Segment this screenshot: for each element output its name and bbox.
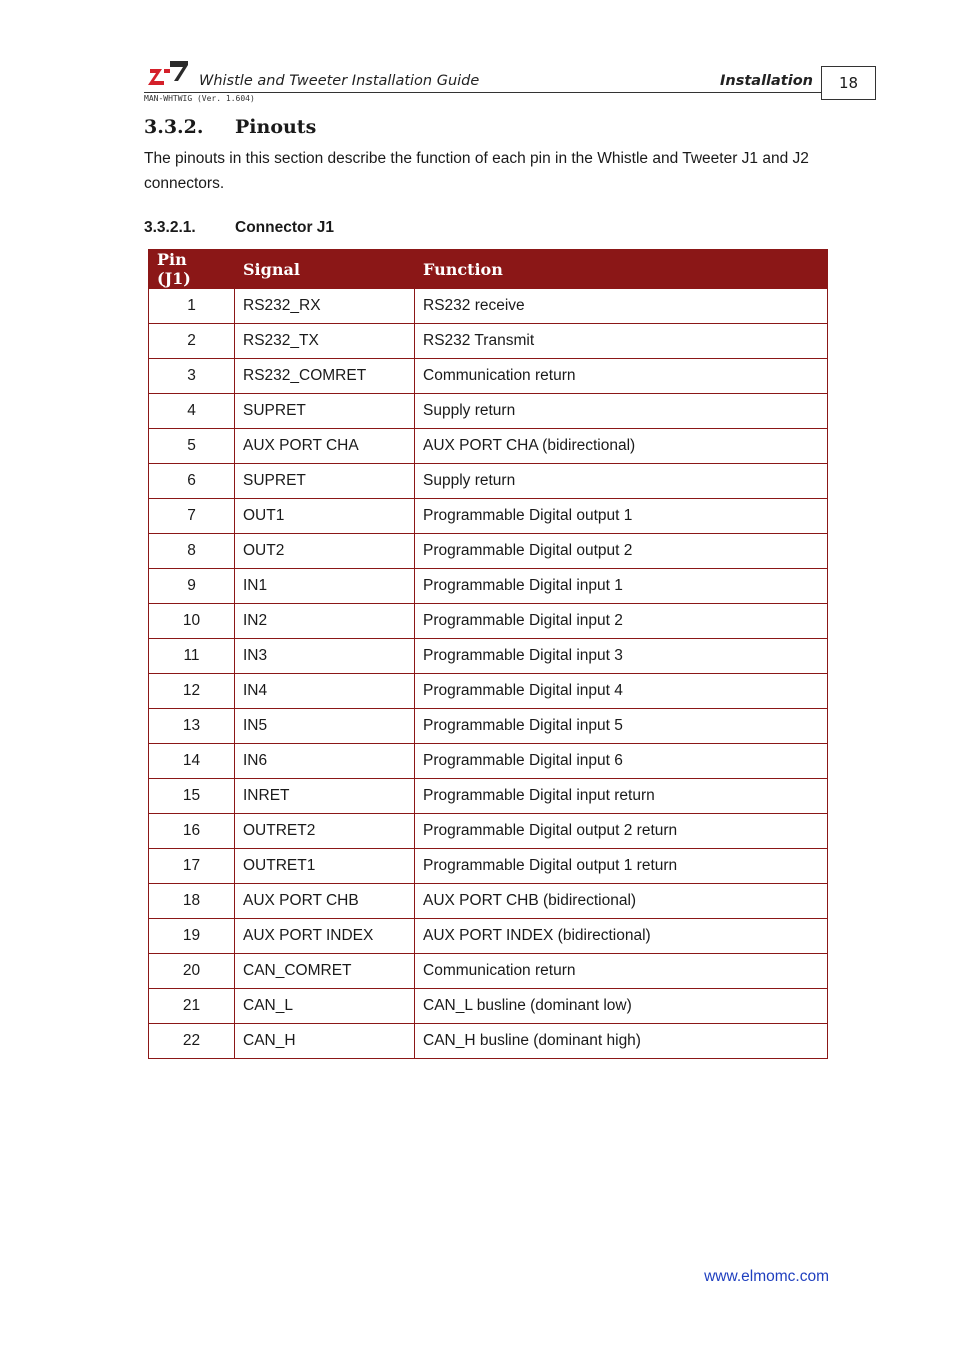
- table-row: [149, 429, 828, 464]
- table-row: [149, 534, 828, 569]
- table-row: [149, 849, 828, 884]
- header-section-name: Installation: [720, 73, 813, 89]
- pin-number-cell: 13: [149, 709, 235, 744]
- pin-number-cell: 21: [149, 989, 235, 1024]
- signal-cell: AUX PORT CHB: [235, 884, 415, 919]
- column-header-signal: Signal: [235, 250, 415, 289]
- function-cell: CAN_L busline (dominant low): [415, 989, 828, 1024]
- table-row: [149, 744, 828, 779]
- signal-cell: OUTRET2: [235, 814, 415, 849]
- pin-number-cell: 1: [149, 289, 235, 324]
- section-number: 3.3.2.: [144, 116, 204, 138]
- function-cell: Communication return: [415, 954, 828, 989]
- signal-cell: SUPRET: [235, 464, 415, 499]
- table-row: [149, 464, 828, 499]
- table-row: [149, 289, 828, 324]
- signal-cell: OUT1: [235, 499, 415, 534]
- signal-cell: INRET: [235, 779, 415, 814]
- pin-number-cell: 12: [149, 674, 235, 709]
- table-row: [149, 324, 828, 359]
- table-header-row: [149, 250, 828, 289]
- table-row: [149, 394, 828, 429]
- header-divider: [144, 92, 821, 93]
- function-cell: Supply return: [415, 464, 828, 499]
- table-row: [149, 604, 828, 639]
- signal-cell: RS232_RX: [235, 289, 415, 324]
- function-cell: Programmable Digital input 6: [415, 744, 828, 779]
- pin-number-cell: 2: [149, 324, 235, 359]
- pin-number-cell: 22: [149, 1024, 235, 1059]
- signal-cell: IN5: [235, 709, 415, 744]
- signal-cell: CAN_H: [235, 1024, 415, 1059]
- signal-cell: IN6: [235, 744, 415, 779]
- subsection-number: 3.3.2.1.: [144, 219, 196, 236]
- signal-cell: CAN_L: [235, 989, 415, 1024]
- function-cell: Communication return: [415, 359, 828, 394]
- pin-number-cell: 10: [149, 604, 235, 639]
- signal-cell: SUPRET: [235, 394, 415, 429]
- pin-number-cell: 5: [149, 429, 235, 464]
- table-row: [149, 919, 828, 954]
- function-cell: Programmable Digital output 2: [415, 534, 828, 569]
- function-cell: Programmable Digital input 2: [415, 604, 828, 639]
- signal-cell: IN3: [235, 639, 415, 674]
- function-cell: Programmable Digital input 4: [415, 674, 828, 709]
- table-row: [149, 814, 828, 849]
- signal-cell: RS232_TX: [235, 324, 415, 359]
- pin-number-cell: 9: [149, 569, 235, 604]
- function-cell: Programmable Digital input 5: [415, 709, 828, 744]
- function-cell: Programmable Digital input return: [415, 779, 828, 814]
- elmo-logo: [148, 59, 190, 87]
- signal-cell: IN4: [235, 674, 415, 709]
- signal-cell: OUT2: [235, 534, 415, 569]
- table-row: [149, 709, 828, 744]
- intro-paragraph: The pinouts in this section describe the function of each pin in the Whistle and Tweeter J1 and J2 connectors.: [144, 150, 809, 192]
- subsection-title: Connector J1: [235, 219, 335, 236]
- connector-j1-pinout-table: [148, 249, 828, 1059]
- page-number: 18: [821, 66, 876, 100]
- subsection-heading: [144, 219, 334, 237]
- pin-number-cell: 19: [149, 919, 235, 954]
- pin-number-cell: 6: [149, 464, 235, 499]
- signal-cell: CAN_COMRET: [235, 954, 415, 989]
- function-cell: AUX PORT CHB (bidirectional): [415, 884, 828, 919]
- pin-number-cell: 17: [149, 849, 235, 884]
- function-cell: Programmable Digital output 2 return: [415, 814, 828, 849]
- function-cell: Programmable Digital input 1: [415, 569, 828, 604]
- pin-number-cell: 11: [149, 639, 235, 674]
- pin-number-cell: 16: [149, 814, 235, 849]
- table-row: [149, 639, 828, 674]
- function-cell: AUX PORT INDEX (bidirectional): [415, 919, 828, 954]
- function-cell: CAN_H busline (dominant high): [415, 1024, 828, 1059]
- table-row: [149, 884, 828, 919]
- section-heading: [144, 116, 316, 138]
- column-header-pin: Pin (J1): [149, 250, 235, 289]
- pin-number-cell: 18: [149, 884, 235, 919]
- table-row: [149, 674, 828, 709]
- function-cell: AUX PORT CHA (bidirectional): [415, 429, 828, 464]
- table-row: [149, 779, 828, 814]
- table-row: [149, 1024, 828, 1059]
- pin-number-cell: 20: [149, 954, 235, 989]
- signal-cell: OUTRET1: [235, 849, 415, 884]
- function-cell: RS232 Transmit: [415, 324, 828, 359]
- pin-number-cell: 7: [149, 499, 235, 534]
- function-cell: RS232 receive: [415, 289, 828, 324]
- section-title: Pinouts: [235, 116, 317, 138]
- pin-number-cell: 4: [149, 394, 235, 429]
- table-row: [149, 569, 828, 604]
- pin-number-cell: 15: [149, 779, 235, 814]
- signal-cell: RS232_COMRET: [235, 359, 415, 394]
- document-title: Whistle and Tweeter Installation Guide: [199, 73, 480, 89]
- function-cell: Programmable Digital output 1: [415, 499, 828, 534]
- function-cell: Supply return: [415, 394, 828, 429]
- table-row: [149, 989, 828, 1024]
- table-row: [149, 499, 828, 534]
- signal-cell: IN1: [235, 569, 415, 604]
- function-cell: Programmable Digital output 1 return: [415, 849, 828, 884]
- column-header-function: Function: [415, 250, 828, 289]
- pin-number-cell: 3: [149, 359, 235, 394]
- table-row: [149, 359, 828, 394]
- pin-number-cell: 8: [149, 534, 235, 569]
- document-version: MAN-WHTWIG (Ver. 1.604): [144, 94, 255, 103]
- signal-cell: AUX PORT INDEX: [235, 919, 415, 954]
- signal-cell: IN2: [235, 604, 415, 639]
- function-cell: Programmable Digital input 3: [415, 639, 828, 674]
- footer-website-link[interactable]: www.elmomc.com: [704, 1268, 829, 1285]
- table-row: [149, 954, 828, 989]
- pin-number-cell: 14: [149, 744, 235, 779]
- signal-cell: AUX PORT CHA: [235, 429, 415, 464]
